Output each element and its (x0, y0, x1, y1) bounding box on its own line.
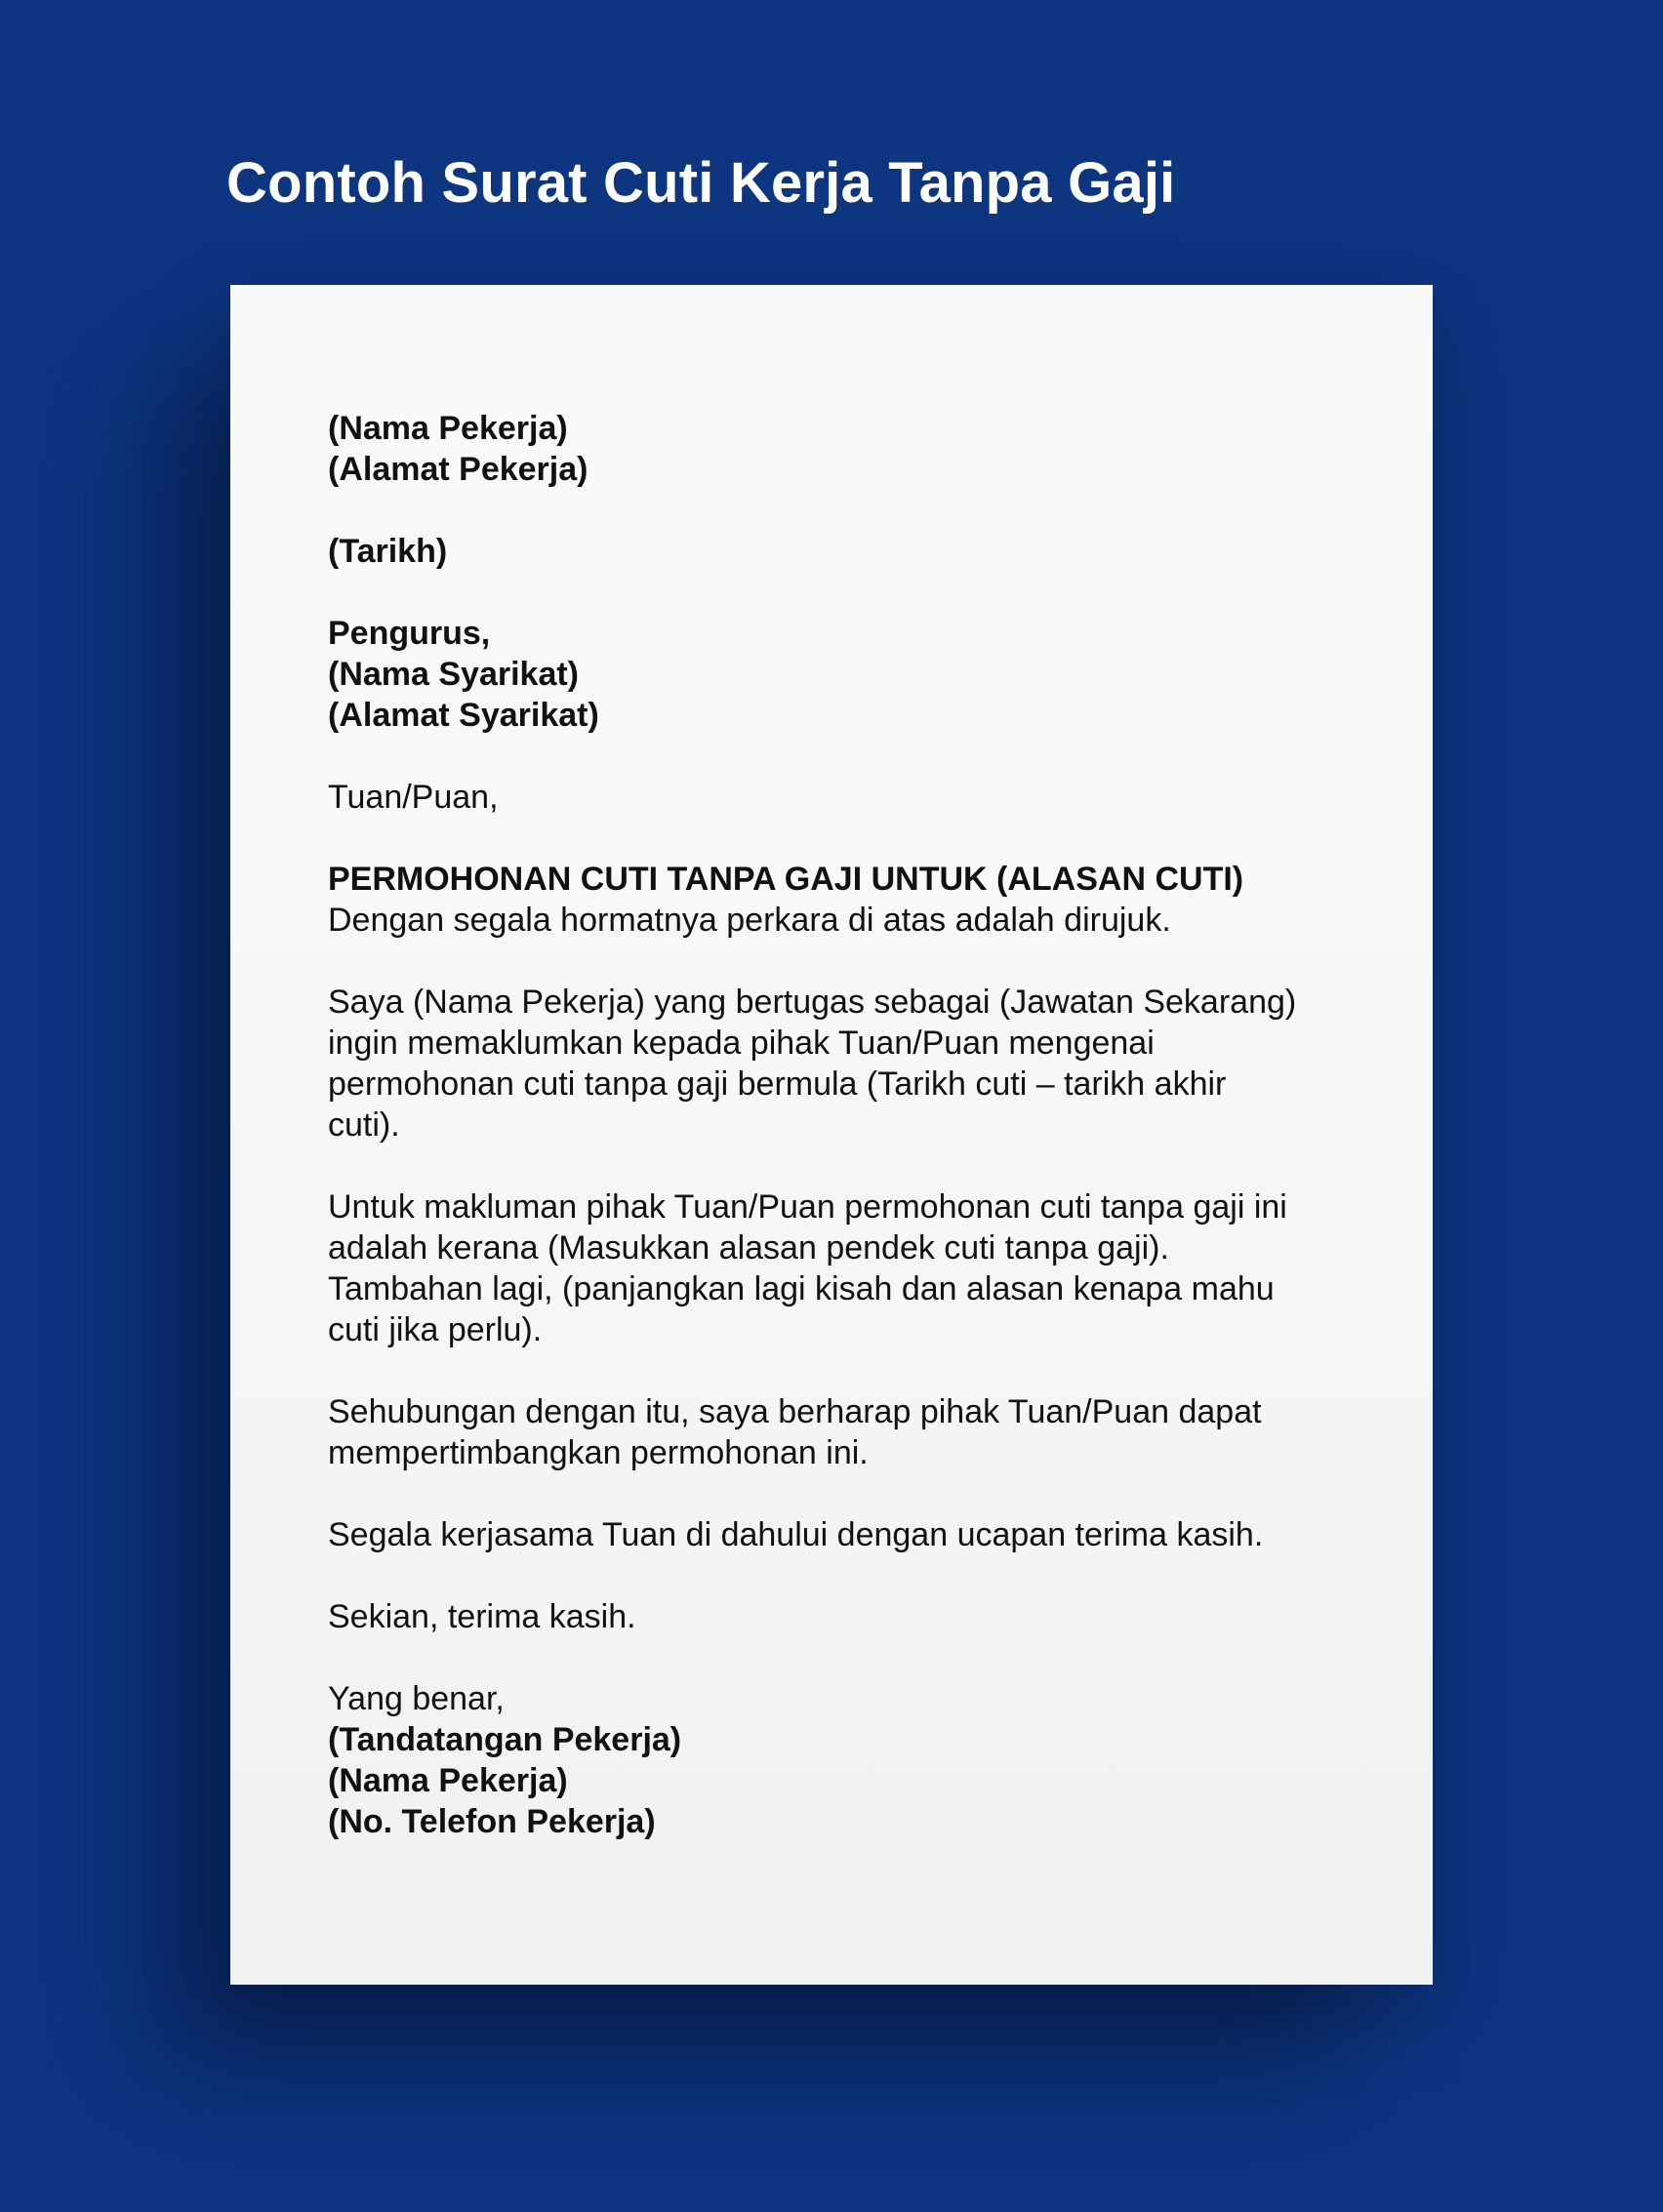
paragraph2-line: cuti jika perlu). (328, 1311, 543, 1348)
letter-subject: PERMOHONAN CUTI TANPA GAJI UNTUK (ALASAN CUTI) (328, 861, 1244, 898)
spacer (328, 736, 1343, 777)
sender-address: (Alamat Pekerja) (328, 451, 588, 488)
paragraph3-line: Sehubungan dengan itu, saya berharap pihak Tuan/Puan dapat (328, 1393, 1262, 1430)
spacer (328, 1473, 1343, 1514)
spacer (328, 1637, 1343, 1678)
signature-phone: (No. Telefon Pekerja) (328, 1803, 656, 1840)
signature-placeholder: (Tandatangan Pekerja) (328, 1721, 682, 1758)
paragraph1-line: permohonan cuti tanpa gaji bermula (Tarikh cuti – tarikh akhir (328, 1066, 1227, 1103)
spacer (328, 1555, 1343, 1596)
spacer (328, 572, 1343, 613)
signature-name: (Nama Pekerja) (328, 1762, 568, 1799)
paragraph3-line: mempertimbangkan permohonan ini. (328, 1434, 869, 1471)
recipient-address: (Alamat Syarikat) (328, 697, 599, 734)
closing-thanks: Sekian, terima kasih. (328, 1598, 636, 1635)
paragraph2-line: Untuk makluman pihak Tuan/Puan permohonan cuti tanpa gaji ini (328, 1188, 1287, 1226)
paragraph4: Segala kerjasama Tuan di dahului dengan ucapan terima kasih. (328, 1516, 1264, 1553)
letter-date: (Tarikh) (328, 533, 448, 570)
spacer (328, 1146, 1343, 1186)
page-title: Contoh Surat Cuti Kerja Tanpa Gaji (226, 151, 1176, 215)
letter-body (328, 408, 1343, 1842)
spacer (328, 818, 1343, 859)
spacer (328, 1350, 1343, 1391)
recipient-company: (Nama Syarikat) (328, 656, 580, 693)
spacer (328, 941, 1343, 982)
spacer (328, 490, 1343, 531)
salutation: Tuan/Puan, (328, 779, 499, 816)
paragraph1-line: cuti). (328, 1106, 400, 1144)
closing: Yang benar, (328, 1680, 505, 1717)
paragraph2-line: adalah kerana (Masukkan alasan pendek cuti tanpa gaji). (328, 1229, 1169, 1267)
paragraph1-line: Saya (Nama Pekerja) yang bertugas sebagai (Jawatan Sekarang) (328, 984, 1297, 1021)
recipient-title: Pengurus, (328, 615, 491, 652)
letter-paper (230, 285, 1433, 1985)
reference-line: Dengan segala hormatnya perkara di atas adalah dirujuk. (328, 902, 1171, 939)
sender-name: (Nama Pekerja) (328, 410, 568, 447)
paragraph1-line: ingin memaklumkan kepada pihak Tuan/Puan mengenai (328, 1025, 1155, 1062)
paragraph2-line: Tambahan lagi, (panjangkan lagi kisah dan alasan kenapa mahu (328, 1270, 1275, 1307)
